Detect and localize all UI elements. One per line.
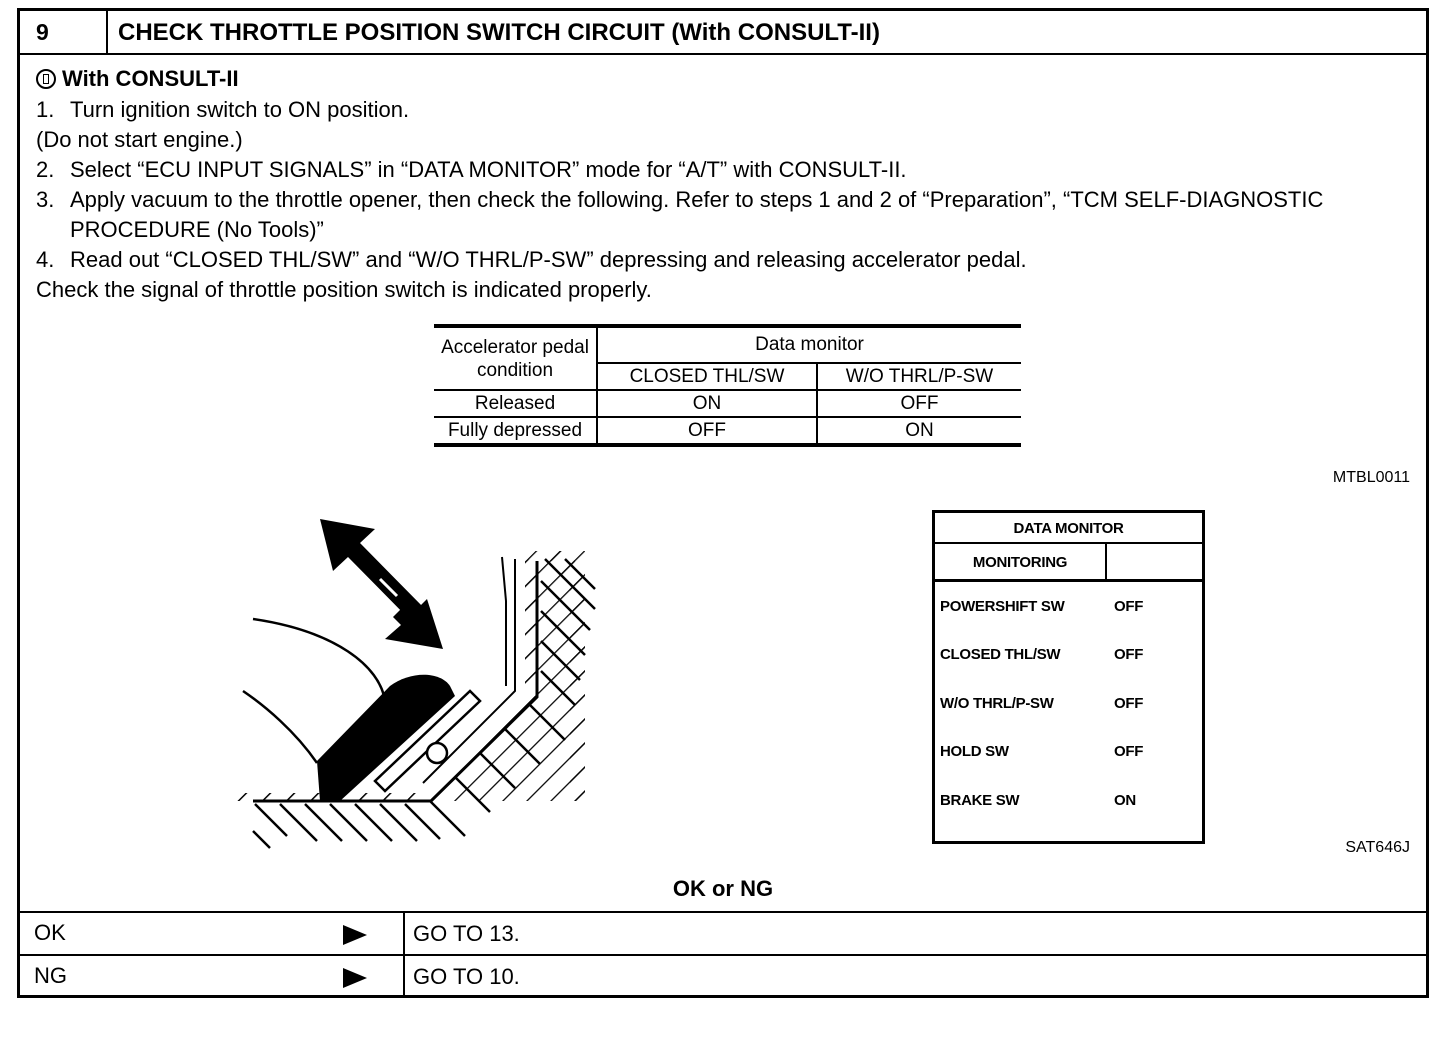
arrow-right-icon bbox=[343, 968, 367, 988]
step-item bbox=[36, 185, 1406, 245]
monitor-label: CLOSED THL/SW bbox=[940, 646, 1061, 664]
step-list bbox=[36, 95, 1406, 305]
cell-condition: Released bbox=[434, 390, 597, 417]
step-cont: Check the signal of throttle position switch is indicated properly. bbox=[36, 277, 652, 302]
cell-closed: ON bbox=[597, 390, 817, 417]
monitor-heading: MONITORING bbox=[935, 544, 1107, 579]
monitor-row bbox=[940, 679, 1202, 728]
step-num: 1. bbox=[36, 97, 55, 122]
step-item bbox=[36, 245, 1406, 305]
page-title: CHECK THROTTLE POSITION SWITCH CIRCUIT (With CONSULT-II) bbox=[108, 11, 1426, 55]
movement-arrow-icon bbox=[320, 519, 443, 649]
consult-icon bbox=[36, 69, 56, 89]
monitor-heading-row bbox=[935, 544, 1202, 582]
monitor-value: OFF bbox=[1114, 743, 1144, 761]
monitor-label: POWERSHIFT SW bbox=[940, 597, 1065, 615]
monitor-row bbox=[940, 776, 1202, 825]
result-action: GO TO 10. bbox=[413, 964, 520, 989]
step-text: Apply vacuum to the throttle opener, then check the following. Refer to steps 1 and 2 of “Preparation”, “TCM SELF-DIAGNOSTIC PROCEDURE (No Tools)” bbox=[70, 187, 1324, 242]
monitor-row bbox=[940, 582, 1202, 631]
monitor-value: ON bbox=[1114, 791, 1136, 809]
cell-closed: OFF bbox=[597, 417, 817, 445]
table-row bbox=[434, 390, 1021, 417]
result-title: OK or NG bbox=[672, 876, 774, 901]
result-action: GO TO 13. bbox=[413, 921, 520, 946]
arrow-right-icon bbox=[343, 925, 367, 945]
step-item bbox=[36, 95, 1406, 155]
monitor-value: OFF bbox=[1114, 597, 1144, 615]
col-header-closed: CLOSED THL/SW bbox=[597, 363, 817, 390]
monitor-value: OFF bbox=[1114, 646, 1144, 664]
monitor-label: W/O THRL/P-SW bbox=[940, 694, 1054, 712]
step-text: Read out “CLOSED THL/SW” and “W/O THRL/P-SW” depressing and releasing accelerator pedal. bbox=[70, 247, 1027, 272]
cell-wo: OFF bbox=[817, 390, 1021, 417]
table-row bbox=[434, 417, 1021, 445]
step-text: Select “ECU INPUT SIGNALS” in “DATA MONITOR” mode for “A/T” with CONSULT-II. bbox=[70, 157, 907, 182]
step-num: 2. bbox=[36, 157, 55, 182]
consult-label: With CONSULT-II bbox=[62, 66, 239, 91]
pedal-illustration bbox=[225, 501, 605, 851]
cell-wo: ON bbox=[905, 419, 934, 441]
data-monitor-screen bbox=[932, 510, 1205, 844]
result-row-ok bbox=[20, 911, 1426, 954]
step-num: 3. bbox=[36, 187, 55, 212]
step-number: 9 bbox=[20, 11, 108, 55]
monitor-label: HOLD SW bbox=[940, 743, 1009, 761]
col-header-group: Data monitor bbox=[597, 326, 1021, 363]
col-header-condition: Accelerator pedal condition bbox=[434, 326, 597, 390]
monitor-row bbox=[940, 728, 1202, 777]
step-item bbox=[36, 155, 1406, 185]
step-text: Turn ignition switch to ON position. bbox=[70, 97, 410, 122]
table-ref-code: MTBL0011 bbox=[1332, 469, 1410, 486]
col-header-wo: W/O THRL/P-SW bbox=[817, 363, 1021, 390]
result-label: OK bbox=[34, 920, 66, 945]
step-num: 4. bbox=[36, 247, 55, 272]
monitor-value: OFF bbox=[1114, 694, 1144, 712]
data-monitor-table bbox=[434, 324, 1021, 447]
step-cont: (Do not start engine.) bbox=[36, 127, 243, 152]
result-label: NG bbox=[34, 963, 67, 988]
procedure-frame bbox=[17, 8, 1429, 998]
consult-heading bbox=[36, 66, 239, 92]
monitor-label: BRAKE SW bbox=[940, 791, 1020, 809]
pedal-pivot bbox=[427, 743, 447, 763]
cell-condition: Fully depressed bbox=[434, 417, 597, 445]
monitor-row bbox=[940, 631, 1202, 680]
figure-ref-code: SAT646J bbox=[1345, 839, 1410, 856]
monitor-title: DATA MONITOR bbox=[935, 513, 1202, 544]
result-row-ng bbox=[20, 954, 1426, 997]
